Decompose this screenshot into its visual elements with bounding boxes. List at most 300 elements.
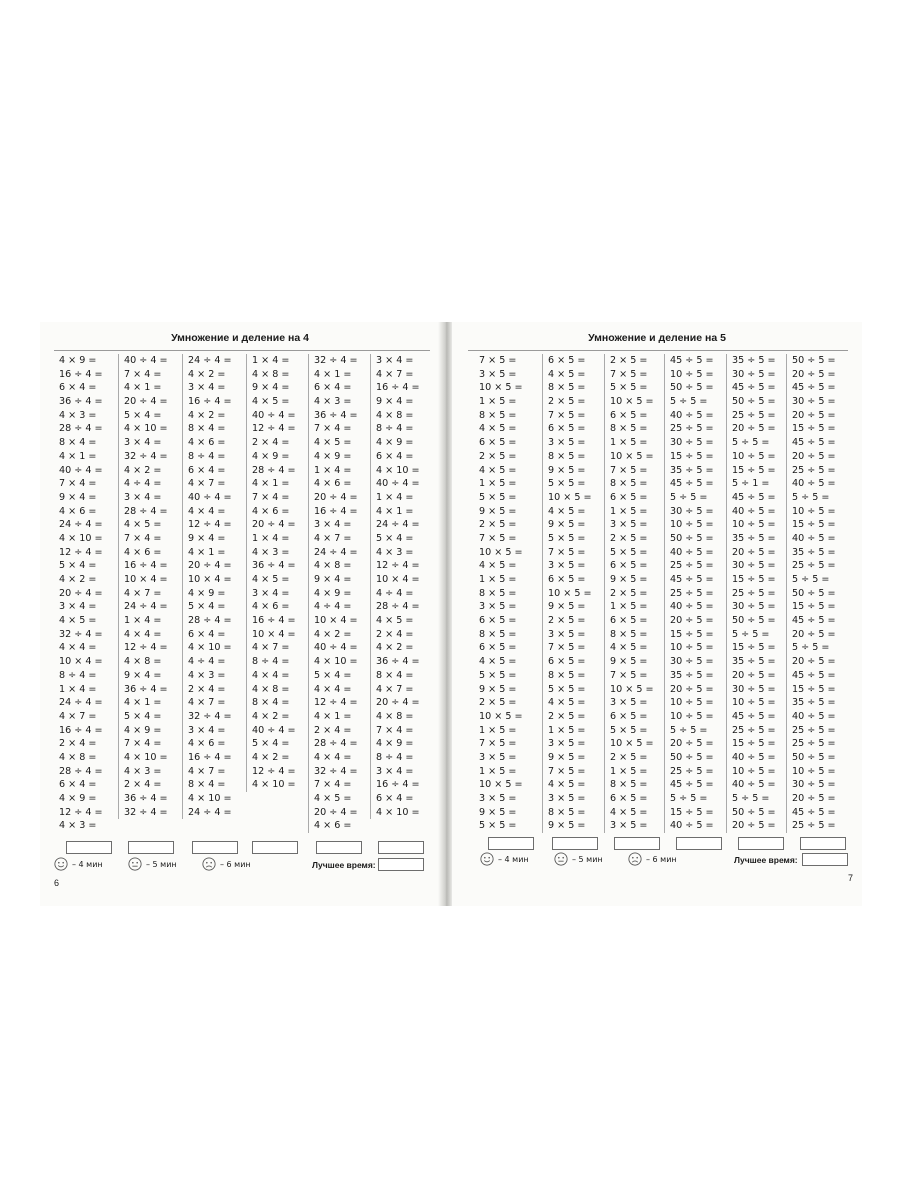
exercise-item: 2 × 5 = [610,355,648,366]
exercise-item: 4 × 5 = [252,574,290,585]
exercise-item: 1 × 4 = [124,615,162,627]
exercise-item: 2 × 4 = [59,738,97,750]
exercise-item: 20 ÷ 4 = [252,519,296,531]
exercise-item: 6 × 4 = [188,628,226,640]
exercise-item: 8 × 5 = [610,423,648,435]
page-number: 7 [848,873,854,883]
exercise-item: 3 × 5 = [479,793,517,804]
exercise-item: 5 ÷ 5 = [792,491,830,503]
exercise-item: 20 ÷ 5 = [670,615,714,627]
exercise-item: 9 × 5 = [548,464,586,476]
exercise-item: 10 ÷ 5 = [792,765,836,777]
exercise-item: 50 ÷ 5 = [792,355,836,366]
time-answer-box[interactable] [316,841,362,854]
exercise-item: 7 × 5 = [610,464,648,476]
exercise-item: 4 × 1 = [376,505,414,517]
exercise-item: 10 ÷ 5 = [670,697,714,709]
exercise-item: 40 ÷ 5 = [670,409,714,421]
exercise-item: 5 ÷ 5 = [732,793,770,804]
exercise-item: 5 ÷ 5 = [670,396,708,408]
exercise-item: 30 ÷ 5 = [670,437,714,449]
exercise-item: 6 × 4 = [376,450,414,462]
exercise-item: 4 × 8 = [124,656,162,668]
exercise-item: 8 ÷ 4 = [376,751,414,763]
exercise-item: 10 ÷ 5 = [732,697,776,709]
exercise-item: 4 × 2 = [188,368,226,380]
exercise-item: 4 × 10 = [59,532,103,544]
exercise-item: 5 ÷ 5 = [670,491,708,503]
exercise-item: 10 × 5 = [610,396,654,408]
exercise-item: 4 × 1 = [124,382,162,394]
exercise-item: 10 ÷ 5 = [670,642,714,654]
exercise-item: 12 ÷ 4 = [252,765,296,777]
exercise-item: 40 ÷ 4 = [252,409,296,421]
exercise-item: 30 ÷ 5 = [732,683,776,695]
exercise-item: 9 × 5 = [548,519,586,531]
exercise-item: 24 ÷ 4 = [59,697,103,709]
exercise-item: 4 × 9 = [124,724,162,736]
exercise-item: 4 × 6 = [314,478,352,490]
exercise-item: 4 × 2 = [124,464,162,476]
exercise-item: 8 × 4 = [188,423,226,435]
exercise-item: 5 × 5 = [548,683,586,695]
exercise-item: 8 × 5 = [479,628,517,640]
exercise-item: 12 ÷ 4 = [252,423,296,435]
best-time-label: Лучшее время: [312,860,376,870]
exercise-item: 9 × 5 = [610,574,648,585]
exercise-item: 5 × 4 = [314,669,352,681]
exercise-item: 9 × 4 = [376,396,414,408]
exercise-item: 4 × 5 = [252,396,290,408]
exercise-item: 5 ÷ 1 = [732,478,770,490]
exercise-item: 36 ÷ 4 = [59,396,103,408]
exercise-item: 25 ÷ 5 = [792,738,836,750]
exercise-item: 12 ÷ 4 = [59,546,103,558]
exercise-item: 4 × 3 = [252,546,290,558]
exercise-item: 5 × 4 = [188,601,226,613]
exercise-item: 12 ÷ 4 = [376,560,420,572]
time-answer-box[interactable] [552,837,598,850]
neutral-face-icon [128,857,142,871]
exercise-item: 4 × 2 = [252,751,290,763]
exercise-item: 6 × 4 = [59,382,97,394]
exercise-item: 4 × 7 = [376,683,414,695]
exercise-item: 20 ÷ 5 = [792,793,836,804]
exercise-item: 4 × 6 = [252,505,290,517]
exercise-item: 1 × 5 = [479,724,517,736]
exercise-item: 7 × 4 = [124,738,162,750]
exercise-item: 12 ÷ 4 = [59,806,103,818]
exercise-item: 20 ÷ 5 = [792,628,836,640]
exercise-item: 36 ÷ 4 = [376,656,420,668]
exercise-item: 4 × 5 = [610,806,648,818]
time-answer-box[interactable] [676,837,722,850]
exercise-item: 4 × 10 = [376,464,420,476]
exercise-item: 2 × 5 = [548,615,586,627]
exercise-item: 8 × 5 = [548,450,586,462]
exercise-item: 3 × 5 = [548,628,586,640]
exercise-item: 4 × 2 = [314,628,352,640]
exercise-item: 35 ÷ 5 = [732,355,776,366]
exercise-item: 6 × 5 = [479,615,517,627]
exercise-item: 4 × 5 = [610,642,648,654]
exercise-item: 50 ÷ 5 = [792,751,836,763]
exercise-item: 45 ÷ 5 = [792,669,836,681]
exercise-item: 4 × 7 = [124,587,162,599]
exercise-item: 4 × 4 = [314,683,352,695]
exercise-item: 7 × 5 = [479,355,517,366]
exercise-item: 4 × 4 = [188,505,226,517]
exercise-item: 16 ÷ 4 = [376,382,420,394]
exercise-item: 40 ÷ 5 = [732,779,776,791]
exercise-item: 15 ÷ 5 = [732,642,776,654]
exercise-item: 10 ÷ 5 = [732,450,776,462]
exercise-item: 4 × 7 = [59,710,97,722]
exercise-item: 32 ÷ 4 = [188,710,232,722]
exercise-item: 2 × 4 = [252,437,290,449]
exercise-item: 1 × 5 = [548,724,586,736]
exercise-item: 4 × 1 = [314,710,352,722]
exercise-item: 6 × 5 = [610,560,648,572]
exercise-item: 28 ÷ 4 = [188,615,232,627]
title-divider [468,350,848,351]
exercise-item: 7 × 5 = [610,368,648,380]
exercise-item: 4 ÷ 4 = [124,478,162,490]
exercise-item: 12 ÷ 4 = [314,697,358,709]
exercise-item: 3 × 4 = [252,587,290,599]
exercise-item: 4 × 9 = [376,738,414,750]
exercise-item: 5 × 5 = [610,546,648,558]
exercise-item: 20 ÷ 5 = [732,669,776,681]
exercise-item: 20 ÷ 5 = [670,738,714,750]
exercise-item: 9 × 4 = [59,491,97,503]
exercise-item: 4 × 4 = [314,751,352,763]
exercise-item: 45 ÷ 5 = [670,779,714,791]
exercise-column [118,354,181,819]
exercise-item: 7 × 5 = [479,738,517,750]
exercise-item: 9 × 5 = [479,806,517,818]
time-answer-box[interactable] [488,837,534,850]
exercise-item: 24 ÷ 4 = [188,355,232,366]
legend-label: – 4 мин [72,859,103,869]
exercise-item: 6 × 4 = [188,464,226,476]
sad-face-icon [202,857,216,871]
exercise-item: 40 ÷ 4 = [59,464,103,476]
exercise-item: 4 × 9 = [314,587,352,599]
exercise-item: 3 × 5 = [479,368,517,380]
exercise-item: 3 × 5 = [610,820,648,832]
exercise-item: 4 × 8 = [59,751,97,763]
legend-4-min [480,852,529,866]
exercise-item: 10 × 5 = [610,738,654,750]
exercise-column [182,354,245,819]
exercise-item: 4 ÷ 4 = [314,601,352,613]
exercise-item: 1 × 5 = [610,505,648,517]
neutral-face-icon [554,852,568,866]
exercise-item: 4 × 5 = [548,368,586,380]
exercise-item: 40 ÷ 5 = [792,532,836,544]
exercise-item: 40 ÷ 5 = [670,820,714,832]
exercise-item: 25 ÷ 5 = [792,560,836,572]
exercise-item: 20 ÷ 5 = [792,409,836,421]
best-time-box[interactable] [378,858,424,871]
exercise-item: 10 ÷ 5 = [670,519,714,531]
exercise-item: 10 × 4 = [376,574,420,585]
exercise-item: 28 ÷ 4 = [252,464,296,476]
exercise-column [246,354,309,792]
exercise-item: 40 ÷ 5 = [670,546,714,558]
exercise-item: 36 ÷ 4 = [124,683,168,695]
exercise-item: 4 × 9 = [59,793,97,804]
exercise-item: 5 × 5 = [548,532,586,544]
exercise-item: 4 × 9 = [376,437,414,449]
exercise-item: 3 × 4 = [124,491,162,503]
exercise-item: 24 ÷ 4 = [188,806,232,818]
exercise-item: 10 ÷ 5 = [670,368,714,380]
time-answer-box[interactable] [738,837,784,850]
exercise-item: 4 × 2 = [252,710,290,722]
exercise-item: 4 × 6 = [124,546,162,558]
exercise-item: 4 × 3 = [59,409,97,421]
exercise-item: 16 ÷ 4 = [376,779,420,791]
exercise-item: 28 ÷ 4 = [376,601,420,613]
exercise-item: 5 ÷ 5 = [670,793,708,804]
exercise-item: 5 × 4 = [124,409,162,421]
exercise-item: 45 ÷ 5 = [732,710,776,722]
exercise-item: 24 ÷ 4 = [59,519,103,531]
exercise-item: 20 ÷ 4 = [314,806,358,818]
exercise-item: 45 ÷ 5 = [792,615,836,627]
time-answer-box[interactable] [614,837,660,850]
exercise-column [308,354,371,833]
exercise-item: 30 ÷ 5 = [792,779,836,791]
exercise-item: 4 × 10 = [188,642,232,654]
exercise-item: 15 ÷ 5 = [792,683,836,695]
exercise-item: 24 ÷ 4 = [376,519,420,531]
exercise-item: 2 × 5 = [479,450,517,462]
exercise-item: 10 × 4 = [124,574,168,585]
exercise-item: 2 × 5 = [548,710,586,722]
happy-face-icon [480,852,494,866]
exercise-item: 4 × 6 = [188,437,226,449]
exercise-item: 4 × 10 = [376,806,420,818]
exercise-item: 10 × 5 = [479,710,523,722]
exercise-item: 50 ÷ 5 = [670,532,714,544]
exercise-item: 9 × 4 = [314,574,352,585]
exercise-item: 6 × 4 = [376,793,414,804]
exercise-item: 15 ÷ 5 = [732,738,776,750]
exercise-item: 9 × 5 = [548,601,586,613]
exercise-item: 4 × 1 = [314,368,352,380]
exercise-item: 40 ÷ 5 = [732,751,776,763]
exercise-item: 7 × 4 = [59,478,97,490]
exercise-item: 15 ÷ 5 = [670,806,714,818]
exercise-item: 32 ÷ 4 = [314,355,358,366]
exercise-item: 45 ÷ 5 = [732,491,776,503]
exercise-item: 4 × 9 = [252,450,290,462]
exercise-item: 35 ÷ 5 = [732,532,776,544]
exercise-item: 2 × 5 = [548,396,586,408]
exercise-item: 10 ÷ 5 = [732,765,776,777]
exercise-item: 16 ÷ 4 = [188,396,232,408]
time-answer-box[interactable] [378,841,424,854]
exercise-item: 32 ÷ 4 = [314,765,358,777]
exercise-item: 25 ÷ 5 = [670,560,714,572]
time-answer-box[interactable] [128,841,174,854]
exercise-item: 5 × 4 = [376,532,414,544]
exercise-item: 28 ÷ 4 = [314,738,358,750]
exercise-item: 12 ÷ 4 = [188,519,232,531]
exercise-item: 4 ÷ 4 = [376,587,414,599]
exercise-item: 6 × 5 = [548,656,586,668]
exercise-item: 20 ÷ 5 = [792,450,836,462]
exercise-item: 8 × 5 = [479,409,517,421]
exercise-item: 3 × 5 = [479,601,517,613]
time-answer-box[interactable] [800,837,846,850]
exercise-item: 20 ÷ 4 = [59,587,103,599]
exercise-item: 8 × 5 = [610,628,648,640]
exercise-column [54,354,116,833]
exercise-item: 24 ÷ 4 = [314,546,358,558]
exercise-item: 10 × 5 = [479,546,523,558]
exercise-item: 4 × 10 = [124,423,168,435]
exercise-item: 8 × 5 = [610,478,648,490]
time-answer-box[interactable] [192,841,238,854]
exercise-item: 10 × 4 = [314,615,358,627]
exercise-item: 20 ÷ 5 = [732,546,776,558]
exercise-item: 1 × 5 = [610,437,648,449]
exercise-item: 25 ÷ 5 = [670,423,714,435]
exercise-item: 40 ÷ 4 = [188,491,232,503]
exercise-item: 4 × 5 = [479,656,517,668]
exercise-item: 25 ÷ 5 = [732,409,776,421]
exercise-item: 8 ÷ 4 = [376,423,414,435]
exercise-item: 6 × 4 = [314,382,352,394]
exercise-item: 5 × 5 = [479,669,517,681]
exercise-item: 3 × 5 = [610,697,648,709]
exercise-item: 2 × 5 = [479,519,517,531]
exercise-item: 6 × 5 = [610,615,648,627]
exercise-item: 35 ÷ 5 = [792,546,836,558]
exercise-column [786,354,849,833]
legend-5-min [554,852,603,866]
exercise-item: 40 ÷ 5 = [792,478,836,490]
exercise-item: 10 × 5 = [548,491,592,503]
exercise-item: 45 ÷ 5 = [670,355,714,366]
exercise-item: 30 ÷ 5 = [732,368,776,380]
exercise-item: 4 × 10 = [252,779,296,791]
legend-5-min [128,857,177,871]
exercise-item: 4 × 5 = [479,423,517,435]
exercise-item: 8 × 4 = [59,437,97,449]
exercise-item: 1 × 5 = [479,765,517,777]
legend-label: – 6 мин [220,859,251,869]
exercise-item: 4 × 5 = [314,793,352,804]
exercise-item: 9 × 5 = [479,505,517,517]
exercise-item: 4 × 5 = [124,519,162,531]
exercise-item: 4 × 2 = [188,409,226,421]
exercise-item: 45 ÷ 5 = [670,478,714,490]
exercise-item: 4 × 1 = [59,450,97,462]
exercise-item: 5 × 5 = [610,382,648,394]
exercise-item: 4 × 7 = [188,478,226,490]
exercise-item: 3 × 4 = [376,355,414,366]
exercise-item: 9 × 4 = [124,669,162,681]
exercise-item: 6 × 5 = [479,642,517,654]
best-time-box[interactable] [802,853,848,866]
exercise-item: 2 × 4 = [314,724,352,736]
exercise-item: 9 × 5 = [548,751,586,763]
exercise-item: 1 × 4 = [252,532,290,544]
exercise-item: 4 × 1 = [188,546,226,558]
exercise-item: 8 × 5 = [610,779,648,791]
exercise-item: 4 × 7 = [188,765,226,777]
exercise-column [370,354,433,819]
exercise-item: 32 ÷ 4 = [124,450,168,462]
exercise-item: 8 × 4 = [188,779,226,791]
exercise-item: 8 × 5 = [548,806,586,818]
exercise-item: 2 × 5 = [610,751,648,763]
exercise-item: 2 × 4 = [376,628,414,640]
exercise-item: 50 ÷ 5 = [732,396,776,408]
exercise-item: 6 × 5 = [479,437,517,449]
exercise-item: 10 × 4 = [252,628,296,640]
exercise-item: 9 × 5 = [479,683,517,695]
exercise-item: 20 ÷ 5 = [792,368,836,380]
exercise-item: 4 × 8 = [314,560,352,572]
exercise-item: 16 ÷ 4 = [188,751,232,763]
exercise-item: 10 × 5 = [479,382,523,394]
exercise-item: 1 × 4 = [314,464,352,476]
exercise-item: 3 × 4 = [188,382,226,394]
exercise-item: 15 ÷ 5 = [670,450,714,462]
exercise-item: 5 ÷ 5 = [792,642,830,654]
legend-label: – 4 мин [498,854,529,864]
exercise-item: 40 ÷ 5 = [792,710,836,722]
exercise-item: 35 ÷ 5 = [670,464,714,476]
exercise-item: 4 × 3 = [59,820,97,832]
exercise-item: 5 ÷ 5 = [732,437,770,449]
happy-face-icon [54,857,68,871]
exercise-item: 30 ÷ 5 = [732,601,776,613]
exercise-item: 5 ÷ 5 = [732,628,770,640]
legend-label: – 6 мин [646,854,677,864]
time-answer-box[interactable] [66,841,112,854]
exercise-item: 4 × 4 = [59,642,97,654]
exercise-item: 50 ÷ 5 = [732,806,776,818]
exercise-item: 25 ÷ 5 = [732,724,776,736]
exercise-item: 2 × 4 = [188,683,226,695]
exercise-item: 15 ÷ 5 = [792,601,836,613]
exercise-item: 1 × 4 = [376,491,414,503]
exercise-item: 36 ÷ 4 = [314,409,358,421]
exercise-item: 24 ÷ 4 = [124,601,168,613]
exercise-item: 16 ÷ 4 = [59,368,103,380]
exercise-item: 3 × 5 = [548,560,586,572]
time-answer-box[interactable] [252,841,298,854]
exercise-item: 25 ÷ 5 = [670,765,714,777]
exercise-item: 4 × 6 = [59,505,97,517]
exercise-item: 12 ÷ 4 = [124,642,168,654]
exercise-item: 16 ÷ 4 = [314,505,358,517]
exercise-item: 3 × 4 = [376,765,414,777]
exercise-item: 28 ÷ 4 = [124,505,168,517]
exercise-item: 2 × 4 = [124,779,162,791]
exercise-item: 5 × 4 = [59,560,97,572]
exercise-item: 6 × 5 = [610,491,648,503]
exercise-item: 1 × 5 = [479,478,517,490]
exercise-item: 3 × 5 = [548,437,586,449]
